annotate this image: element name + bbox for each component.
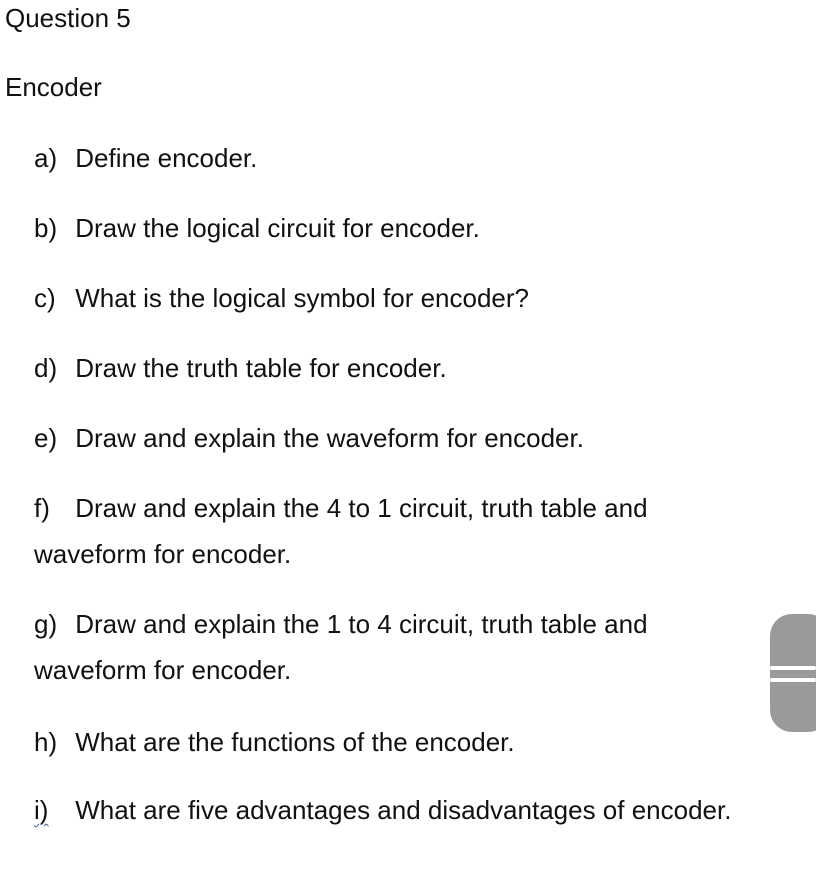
item-text: Draw the truth table for encoder. [75, 353, 447, 383]
item-label: h) [34, 727, 58, 757]
handle-bar-icon [770, 678, 816, 682]
item-label: g) [34, 609, 58, 639]
item-text: Draw and explain the 4 to 1 circuit, truth table and waveform for encoder. [34, 493, 648, 569]
question-item-b [34, 205, 734, 251]
item-label: a) [34, 143, 58, 173]
item-text: Draw and explain the waveform for encoder. [75, 423, 584, 453]
topic-heading: Encoder [5, 72, 102, 102]
question-item-a [34, 135, 734, 181]
item-label: e) [34, 423, 58, 453]
item-text: What is the logical symbol for encoder? [75, 283, 530, 313]
question-item-f [34, 485, 734, 577]
handle-bar-icon [770, 666, 816, 670]
item-label: b) [34, 213, 58, 243]
item-text: Draw and explain the 1 to 4 circuit, truth table and waveform for encoder. [34, 609, 648, 685]
item-text: Draw the logical circuit for encoder. [75, 213, 480, 243]
question-item-g [34, 601, 734, 693]
item-label: d) [34, 353, 58, 383]
item-text: What are five advantages and disadvantages of encoder. [75, 795, 732, 825]
question-item-d [34, 345, 734, 391]
question-item-c [34, 275, 734, 321]
question-title: Question 5 [5, 3, 131, 33]
item-text: What are the functions of the encoder. [75, 727, 515, 757]
question-item-e [34, 415, 734, 461]
question-item-i [34, 787, 734, 833]
item-label: c) [34, 283, 56, 313]
item-label: i) [34, 795, 49, 825]
item-label: f) [34, 493, 50, 523]
drag-handle-icon[interactable] [770, 614, 816, 732]
item-text: Define encoder. [75, 143, 258, 173]
question-item-h [34, 719, 734, 765]
